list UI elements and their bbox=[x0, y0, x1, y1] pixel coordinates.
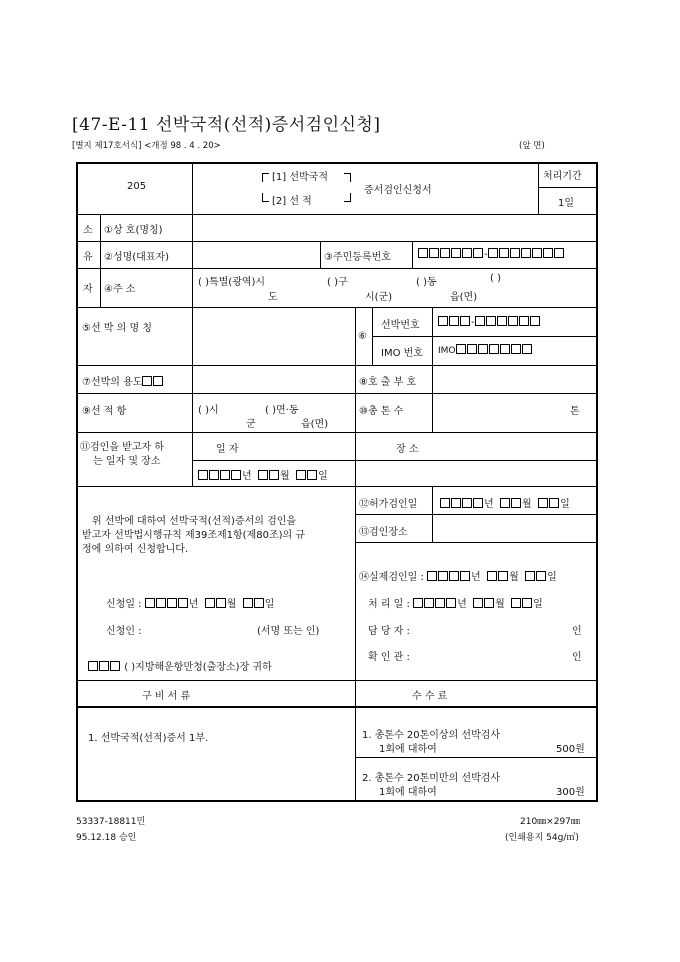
ship-name-field[interactable] bbox=[198, 310, 350, 362]
rule bbox=[100, 214, 101, 307]
fee-2-amount: 300원 bbox=[556, 787, 585, 798]
inspection-date-field[interactable] bbox=[198, 467, 328, 482]
permit-year: 년 bbox=[484, 499, 494, 510]
port-myeon-dong-text: ( )면·동 bbox=[265, 405, 299, 416]
rule bbox=[320, 241, 321, 268]
actual-month: 월 bbox=[509, 572, 519, 583]
permitted-inspection-date-label: ⑫허가검인일 bbox=[359, 499, 418, 510]
processing-date-row bbox=[368, 595, 543, 610]
applicant-label: 신청인 : bbox=[106, 626, 142, 637]
fee-1-amount: 500원 bbox=[556, 744, 585, 755]
port-of-registry-label: ⑨선 적 항 bbox=[82, 406, 127, 417]
rule bbox=[76, 307, 598, 308]
representative-label: ②성명(대표자) bbox=[104, 252, 170, 263]
rule bbox=[192, 162, 193, 486]
addressee-row bbox=[88, 658, 272, 673]
call-sign-label: ⑧호 출 부 호 bbox=[359, 377, 417, 388]
bracket-decoration bbox=[262, 173, 269, 182]
form-name: 증서검인신청서 bbox=[364, 185, 432, 196]
inspection-place-field[interactable] bbox=[360, 462, 594, 484]
rule bbox=[355, 757, 598, 758]
address-eup-myeon-text: 읍(면) bbox=[450, 292, 478, 303]
gross-tonnage-field[interactable] bbox=[440, 396, 560, 428]
gross-tonnage-label: ⑩총 톤 수 bbox=[359, 406, 404, 417]
application-date-label: 신청일 : bbox=[106, 599, 142, 610]
ship-id-number: ⑥ bbox=[358, 331, 367, 342]
address-district-text: ( )구 bbox=[327, 277, 348, 288]
resident-number-dash: - bbox=[484, 249, 488, 260]
company-name-label: ①상 호(명칭) bbox=[104, 225, 163, 236]
owner-side-char-3: 자 bbox=[83, 284, 93, 295]
day-unit: 일 bbox=[318, 471, 328, 482]
actual-day: 일 bbox=[547, 572, 557, 583]
rule bbox=[355, 514, 598, 515]
applicant-field[interactable] bbox=[150, 618, 250, 636]
confirming-officer-seal: 인 bbox=[572, 652, 582, 663]
option-ship-registry[interactable]: [2] 선 적 bbox=[272, 196, 312, 207]
company-name-field[interactable] bbox=[200, 215, 596, 240]
permit-day: 일 bbox=[560, 499, 570, 510]
port-eup-myeon-text: 읍(면) bbox=[301, 419, 329, 430]
inspection-place-label: ⑬검인장소 bbox=[359, 527, 408, 538]
confirming-officer-label: 확 인 관 : bbox=[368, 652, 410, 663]
paper-size-footer: 210㎜×297㎜ bbox=[520, 817, 580, 827]
addressee-office: ( )지방해운항만청(출장소)장 귀하 bbox=[124, 662, 272, 673]
fee-1-line-1: 1. 총톤수 20톤이상의 선박검사 bbox=[362, 730, 501, 741]
form-code: 205 bbox=[127, 181, 147, 192]
imo-number-field[interactable] bbox=[438, 344, 533, 356]
application-date-year: 년 bbox=[188, 599, 199, 610]
page-note: (앞 면) bbox=[519, 141, 545, 151]
application-date-row bbox=[106, 595, 274, 610]
address-dong-text: ( )동 bbox=[416, 277, 437, 288]
representative-field[interactable] bbox=[198, 242, 318, 267]
imo-prefix: IMO bbox=[438, 346, 456, 356]
required-document-1: 1. 선박국적(선적)증서 1부. bbox=[88, 733, 209, 744]
rule bbox=[192, 460, 598, 461]
imo-number-label: IMO 번호 bbox=[381, 348, 423, 359]
option-ship-nationality[interactable]: [1] 선박국적 bbox=[272, 172, 328, 183]
resident-number-label: ③주민등록번호 bbox=[324, 252, 391, 263]
form-title: [47-E-11 선박국적(선적)증서검인신청] bbox=[72, 115, 381, 135]
processing-period-value: 1일 bbox=[558, 198, 575, 209]
permitted-inspection-date-field[interactable] bbox=[440, 495, 570, 510]
rule bbox=[355, 542, 598, 543]
processing-year: 년 bbox=[457, 599, 467, 610]
address-city-text: ( )특별(광역)시 bbox=[198, 277, 266, 288]
rule bbox=[76, 486, 598, 487]
processing-day: 일 bbox=[533, 599, 543, 610]
rule bbox=[76, 365, 598, 366]
port-gun-text: 군 bbox=[246, 419, 256, 430]
ship-use-label bbox=[82, 373, 164, 388]
officer-in-charge-label: 담 당 자 : bbox=[368, 626, 410, 637]
approval-date-footer: 95.12.18 승인 bbox=[76, 833, 137, 843]
call-sign-field[interactable] bbox=[438, 367, 594, 391]
fee-1-line-2: 1회에 대하여 bbox=[379, 744, 437, 755]
address-province-text: 도 bbox=[268, 292, 278, 303]
place-column-header: 장 소 bbox=[396, 444, 419, 455]
rule bbox=[76, 432, 598, 433]
rule bbox=[355, 307, 356, 486]
rule bbox=[76, 268, 598, 269]
fee-2-line-1: 2. 총톤수 20톤미만의 선박검사 bbox=[362, 773, 501, 784]
application-text-line-3: 정에 의하여 신청합니다. bbox=[82, 544, 189, 555]
bracket-decoration bbox=[262, 193, 269, 202]
actual-year: 년 bbox=[471, 572, 481, 583]
signature-or-seal: (서명 또는 인) bbox=[257, 626, 320, 637]
bracket-decoration bbox=[344, 193, 351, 202]
processing-period-label: 처리기간 bbox=[543, 171, 582, 182]
inspection-date-place-label-2: 는 일자 및 장소 bbox=[93, 456, 161, 467]
address-label: ④주 소 bbox=[104, 284, 136, 295]
actual-inspection-row bbox=[359, 568, 557, 583]
owner-side-char-1: 소 bbox=[83, 225, 93, 236]
ship-number-field[interactable] bbox=[438, 316, 541, 328]
port-city-text: ( )시 bbox=[198, 405, 219, 416]
rule bbox=[355, 486, 356, 802]
rule bbox=[76, 706, 598, 708]
rule bbox=[76, 680, 598, 681]
rule bbox=[372, 307, 373, 365]
required-documents-header: 구 비 서 류 bbox=[142, 691, 191, 702]
rule bbox=[538, 162, 539, 214]
ship-number-dash: - bbox=[471, 317, 475, 328]
rule bbox=[432, 486, 433, 542]
application-date-day: 일 bbox=[264, 599, 275, 610]
ship-use-label-text: ⑦선박의 용도 bbox=[82, 377, 143, 388]
rule bbox=[372, 336, 598, 337]
resident-number-field[interactable] bbox=[418, 248, 565, 260]
year-unit: 년 bbox=[242, 471, 252, 482]
owner-side-char-2: 유 bbox=[83, 252, 93, 263]
date-column-header: 일 자 bbox=[216, 444, 239, 455]
inspection-date-place-label-1: ⑪검인을 받고자 하 bbox=[80, 442, 164, 453]
application-date-field[interactable] bbox=[145, 599, 189, 610]
application-text-line-2: 받고자 선박법시행규칙 제39조제1항(제80조)의 규 bbox=[82, 530, 306, 541]
bracket-decoration bbox=[344, 173, 351, 182]
processing-date-label: 처 리 일 : bbox=[368, 599, 410, 610]
ship-name-label: ⑤선 박 의 명 칭 bbox=[82, 323, 152, 334]
fee-2-line-2: 1회에 대하여 bbox=[379, 787, 437, 798]
address-extra-text: ( ) bbox=[490, 273, 501, 284]
rule bbox=[538, 187, 598, 188]
officer-seal: 인 bbox=[572, 626, 582, 637]
address-si-gun-text: 시(군) bbox=[365, 292, 393, 303]
actual-inspection-label: ⑭실제검인일 : bbox=[359, 572, 424, 583]
processing-month: 월 bbox=[495, 599, 505, 610]
paper-weight-footer: (인쇄용지 54g/㎡) bbox=[505, 833, 579, 843]
gross-tonnage-unit: 톤 bbox=[570, 406, 580, 417]
form-code-footer: 53337-18811민 bbox=[76, 817, 146, 827]
ship-number-label: 선박번호 bbox=[381, 320, 420, 331]
application-date-month: 월 bbox=[226, 599, 237, 610]
form-subline: [별지 제17호서식] <개정 98 . 4 . 20> bbox=[72, 141, 221, 151]
fee-header: 수 수 료 bbox=[412, 691, 448, 702]
rule bbox=[432, 307, 433, 432]
inspection-place-official-field[interactable] bbox=[438, 518, 594, 540]
rule bbox=[76, 393, 598, 394]
rule bbox=[412, 241, 413, 268]
month-unit: 월 bbox=[280, 471, 290, 482]
rule bbox=[76, 241, 598, 242]
application-text-line-1: 위 선박에 대하여 선박국적(선적)증서의 검인을 bbox=[92, 516, 297, 527]
permit-month: 월 bbox=[522, 499, 532, 510]
